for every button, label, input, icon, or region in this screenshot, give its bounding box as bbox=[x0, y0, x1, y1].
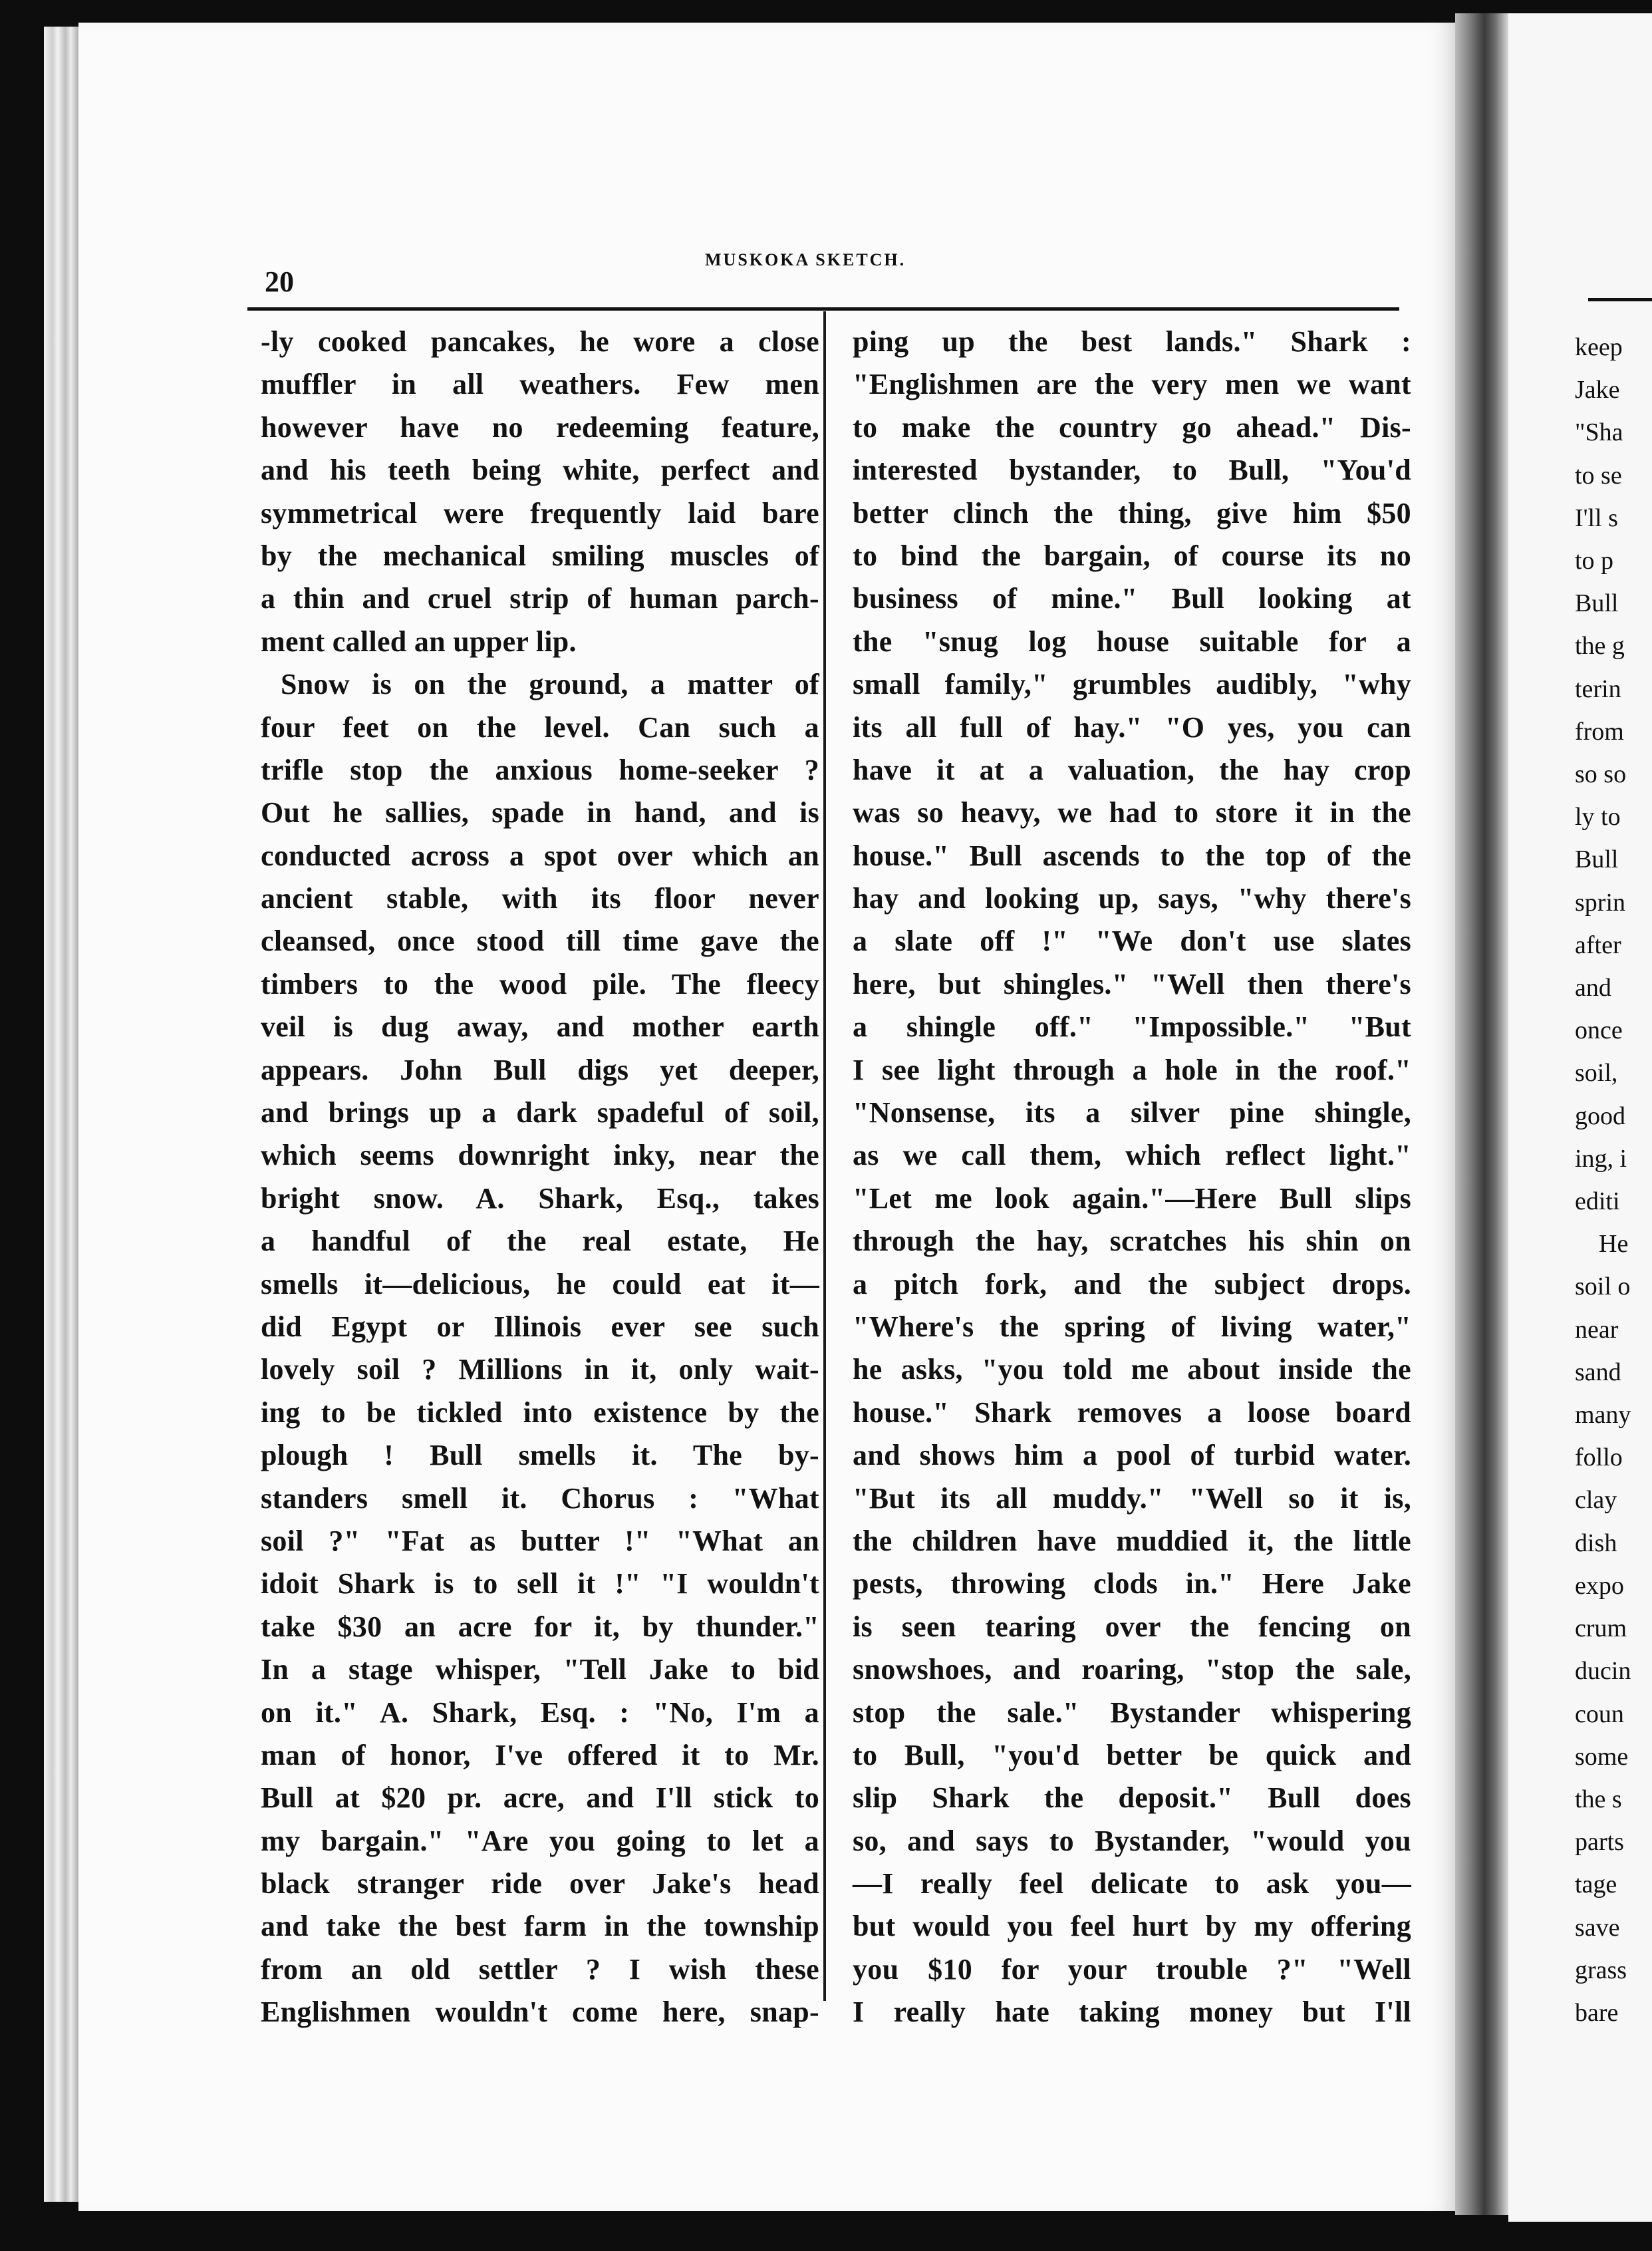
text-line: standers smell it. Chorus : "What bbox=[261, 1481, 819, 1515]
text-line: but would you feel hurt by my offering bbox=[853, 1910, 1411, 1943]
text-line: In a stage whisper, "Tell Jake to bid bbox=[261, 1653, 819, 1686]
text-line: ment called an upper lip. bbox=[261, 625, 577, 658]
text-line: the "snug log house suitable for a bbox=[853, 625, 1411, 658]
text-line: on it." A. Shark, Esq. : "No, I'm a bbox=[261, 1696, 819, 1729]
left-text-column bbox=[261, 321, 819, 2034]
right-text-column bbox=[853, 321, 1411, 2034]
text-line: bright snow. A. Shark, Esq., takes bbox=[261, 1181, 819, 1215]
text-line: black stranger ride over Jake's head bbox=[261, 1867, 819, 1900]
fragment-line: save bbox=[1575, 1913, 1620, 1942]
text-line: a handful of the real estate, He bbox=[261, 1225, 819, 1258]
text-line: my bargain." "Are you going to let a bbox=[261, 1824, 819, 1857]
text-line: slip Shark the deposit." Bull does bbox=[853, 1781, 1411, 1815]
text-line: symmetrical were frequently laid bare bbox=[261, 496, 819, 529]
text-line: "Englishmen are the very men we want bbox=[853, 368, 1411, 401]
text-line: lovely soil ? Millions in it, only wait- bbox=[261, 1353, 819, 1386]
text-line: through the hay, scratches his shin on bbox=[853, 1225, 1411, 1258]
next-page-fragment bbox=[1508, 13, 1652, 2222]
text-line: and brings up a dark spadeful of soil, bbox=[261, 1096, 819, 1129]
fragment-line: sand bbox=[1575, 1358, 1621, 1386]
text-line: man of honor, I've offered it to Mr. bbox=[261, 1738, 819, 1771]
text-line: however have no redeeming feature, bbox=[261, 410, 819, 444]
text-line: Snow is on the ground, a matter of bbox=[281, 668, 819, 701]
fragment-line: soil o bbox=[1575, 1273, 1631, 1301]
text-line: hay and looking up, says, "why there's bbox=[853, 882, 1411, 915]
text-line: as we call them, which reflect light." bbox=[853, 1139, 1411, 1172]
text-line: by the mechanical smiling muscles of bbox=[261, 539, 819, 572]
fragment-line: bare bbox=[1575, 1998, 1619, 2027]
text-line: take $30 an acre for it, by thunder." bbox=[261, 1610, 819, 1643]
fragment-line: editi bbox=[1575, 1187, 1620, 1216]
text-line: "But its all muddy." "Well so it is, bbox=[853, 1481, 1411, 1515]
fragment-line: Bull bbox=[1575, 845, 1619, 874]
text-line: muffler in all weathers. Few men bbox=[261, 368, 819, 401]
text-line: veil is dug away, and mother earth bbox=[261, 1010, 819, 1044]
text-line: Out he sallies, spade in hand, and is bbox=[261, 796, 819, 829]
fragment-line: terin bbox=[1575, 675, 1621, 703]
fragment-line: coun bbox=[1575, 1700, 1624, 1728]
fragment-line: crum bbox=[1575, 1614, 1627, 1643]
text-line: -ly cooked pancakes, he wore a close bbox=[261, 325, 819, 358]
fragment-line: from bbox=[1575, 717, 1624, 746]
text-line: here, but shingles." "Well then there's bbox=[853, 967, 1411, 1000]
text-line: snowshoes, and roaring, "stop the sale, bbox=[853, 1653, 1411, 1686]
fragment-line: tage bbox=[1575, 1871, 1617, 1899]
text-line: trifle stop the anxious home-seeker ? bbox=[261, 753, 819, 786]
text-line: its all full of hay." "O yes, you can bbox=[853, 710, 1411, 744]
running-head: MUSKOKA SKETCH. bbox=[705, 250, 906, 269]
text-line: ping up the best lands." Shark : bbox=[853, 325, 1411, 358]
text-line: pests, throwing clods in." Here Jake bbox=[853, 1567, 1411, 1600]
text-line: a pitch fork, and the subject drops. bbox=[853, 1267, 1411, 1300]
fragment-line: dish bbox=[1575, 1529, 1617, 1557]
text-line: soil ?" "Fat as butter !" "What an bbox=[261, 1524, 819, 1557]
text-line: which seems downright inky, near the bbox=[261, 1139, 819, 1172]
text-line: interested bystander, to Bull, "You'd bbox=[853, 454, 1411, 487]
fragment-line: the g bbox=[1575, 632, 1625, 661]
header-rule bbox=[247, 307, 1399, 311]
text-line: is seen tearing over the fencing on bbox=[853, 1610, 1411, 1643]
text-line: have it at a valuation, the hay crop bbox=[853, 753, 1411, 786]
fragment-line: to se bbox=[1575, 461, 1622, 490]
column-divider bbox=[823, 311, 826, 2001]
text-line: ancient stable, with its floor never bbox=[261, 882, 819, 915]
text-line: business of mine." Bull looking at bbox=[853, 582, 1411, 615]
text-line: "Let me look again."—Here Bull slips bbox=[853, 1181, 1411, 1215]
text-line: plough ! Bull smells it. The by- bbox=[261, 1439, 819, 1472]
text-line: ing to be tickled into existence by the bbox=[261, 1396, 819, 1429]
fragment-line: and bbox=[1575, 974, 1611, 1002]
text-line: Englishmen wouldn't come here, snap- bbox=[261, 1996, 819, 2029]
text-line: and his teeth being white, perfect and bbox=[261, 454, 819, 487]
fragment-line: so so bbox=[1575, 760, 1627, 789]
fragment-line: expo bbox=[1575, 1571, 1624, 1600]
fragment-line: many bbox=[1575, 1401, 1631, 1429]
text-line: I really hate taking money but I'll bbox=[853, 1996, 1411, 2029]
fragment-line: ducin bbox=[1575, 1657, 1631, 1686]
text-line: conducted across a spot over which an bbox=[261, 839, 819, 872]
fragment-line: to p bbox=[1575, 547, 1614, 575]
fragment-line: I'll s bbox=[1575, 504, 1618, 532]
fragment-line: Jake bbox=[1575, 376, 1620, 404]
text-line: I see light through a hole in the roof." bbox=[853, 1053, 1411, 1086]
text-line: and take the best farm in the township bbox=[261, 1910, 819, 1943]
text-line: a slate off !" "We don't use slates bbox=[853, 925, 1411, 958]
text-line: a thin and cruel strip of human parch- bbox=[261, 582, 819, 615]
fragment-line: grass bbox=[1575, 1956, 1627, 1984]
text-line: so, and says to Bystander, "would you bbox=[853, 1824, 1411, 1857]
text-line: the children have muddied it, the little bbox=[853, 1524, 1411, 1557]
text-line: "Nonsense, its a silver pine shingle, bbox=[853, 1096, 1411, 1129]
fragment-line: keep bbox=[1575, 333, 1623, 361]
text-line: —I really feel delicate to ask you— bbox=[853, 1867, 1411, 1900]
fragment-line: once bbox=[1575, 1016, 1623, 1045]
next-page-header-rule bbox=[1588, 298, 1652, 301]
fragment-line: ing, i bbox=[1575, 1144, 1627, 1173]
fragment-line: parts bbox=[1575, 1828, 1624, 1857]
text-line: a shingle off." "Impossible." "But bbox=[853, 1010, 1411, 1044]
next-page-text bbox=[1575, 326, 1652, 2034]
text-line: timbers to the wood pile. The fleecy bbox=[261, 967, 819, 1000]
text-line: appears. John Bull digs yet deeper, bbox=[261, 1053, 819, 1086]
fragment-line: near bbox=[1575, 1315, 1619, 1344]
text-line: he asks, "you told me about inside the bbox=[853, 1353, 1411, 1386]
text-line: four feet on the level. Can such a bbox=[261, 710, 819, 744]
fragment-line: good bbox=[1575, 1102, 1625, 1130]
text-line: cleansed, once stood till time gave the bbox=[261, 925, 819, 958]
fragment-line: He bbox=[1599, 1230, 1629, 1259]
text-line: to make the country go ahead." Dis- bbox=[853, 410, 1411, 444]
fragment-line: clay bbox=[1575, 1486, 1617, 1515]
fragment-line: sprin bbox=[1575, 888, 1625, 917]
text-line: to Bull, "you'd better be quick and bbox=[853, 1738, 1411, 1771]
fragment-line: the s bbox=[1575, 1785, 1622, 1813]
fragment-line: Bull bbox=[1575, 589, 1619, 618]
text-line: to bind the bargain, of course its no bbox=[853, 539, 1411, 572]
text-line: "Where's the spring of living water," bbox=[853, 1310, 1411, 1343]
fragment-line: after bbox=[1575, 931, 1621, 959]
text-line: small family," grumbles audibly, "why bbox=[853, 668, 1411, 701]
text-line: did Egypt or Illinois ever see such bbox=[261, 1310, 819, 1343]
text-line: idoit Shark is to sell it !" "I wouldn't bbox=[261, 1567, 819, 1600]
page-number: 20 bbox=[265, 265, 294, 298]
fragment-line: some bbox=[1575, 1742, 1629, 1771]
text-line: Bull at $20 pr. acre, and I'll stick to bbox=[261, 1781, 819, 1815]
fragment-line: "Sha bbox=[1575, 418, 1623, 447]
fragment-line: ly to bbox=[1575, 803, 1621, 831]
text-line: and shows him a pool of turbid water. bbox=[853, 1439, 1411, 1472]
text-line: you $10 for your trouble ?" "Well bbox=[853, 1952, 1411, 1986]
fragment-line: soil, bbox=[1575, 1059, 1618, 1088]
fragment-line: follo bbox=[1575, 1443, 1623, 1472]
book-gutter bbox=[1455, 13, 1508, 2215]
text-line: better clinch the thing, give him $50 bbox=[853, 496, 1411, 529]
text-line: smells it—delicious, he could eat it— bbox=[261, 1267, 819, 1300]
text-line: from an old settler ? I wish these bbox=[261, 1952, 819, 1986]
text-line: was so heavy, we had to store it in the bbox=[853, 796, 1411, 829]
text-line: stop the sale." Bystander whispering bbox=[853, 1696, 1411, 1729]
text-line: house." Shark removes a loose board bbox=[853, 1396, 1411, 1429]
text-line: house." Bull ascends to the top of the bbox=[853, 839, 1411, 872]
